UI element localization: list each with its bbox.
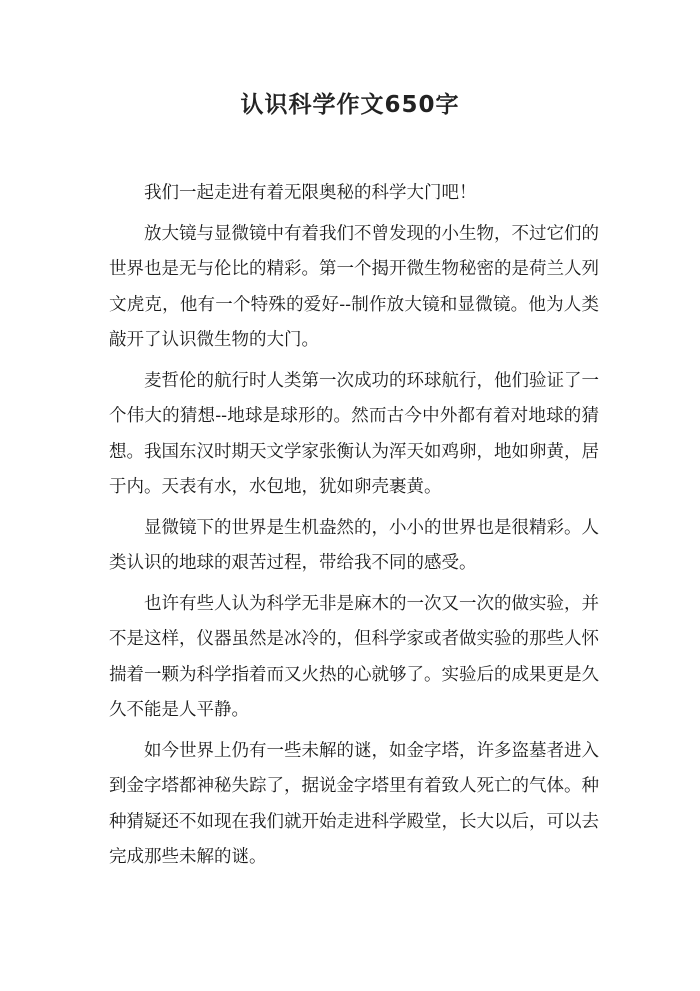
paragraph: 我们一起走进有着无限奥秘的科学大门吧！ — [144, 183, 477, 203]
document-title: 认识科学作文650字 — [240, 92, 460, 118]
document-body — [109, 176, 599, 881]
paragraph: 放大镜与显微镜中有着我们不曾发现的小生物，不过它们的世界也是无与伦比的精彩。第一个揭开微生物秘密的是荷兰人列文虎克，他有一个特殊的爱好--制作放大镜和显微镜。他为人类敲开了认识微生物的大门。 — [109, 223, 599, 350]
paragraph: 麦哲伦的航行时人类第一次成功的环球航行，他们验证了一个伟大的猜想--地球是球形的。然而古今中外都有着对地球的猜想。我国东汉时期天文学家张衡认为浑天如鸡卵，地如卵黄，居于内。天表有水，水包地，犹如卵壳裹黄。 — [109, 370, 599, 497]
paragraph: 如今世界上仍有一些未解的谜，如金字塔，许多盗墓者进入到金字塔都神秘失踪了，据说金字塔里有着致人死亡的气体。种种猜疑还不如现在我们就开始走进科学殿堂，长大以后，可以去完成那些未解的谜。 — [109, 740, 599, 867]
paragraph: 显微镜下的世界是生机盎然的，小小的世界也是很精彩。人类认识的地球的艰苦过程，带给我不同的感受。 — [109, 517, 599, 573]
paragraph: 也许有些人认为科学无非是麻木的一次又一次的做实验，并不是这样，仪器虽然是冰冷的，但科学家或者做实验的那些人怀揣着一颗为科学指着而又火热的心就够了。实验后的成果更是久久不能是人平静。 — [109, 593, 599, 720]
